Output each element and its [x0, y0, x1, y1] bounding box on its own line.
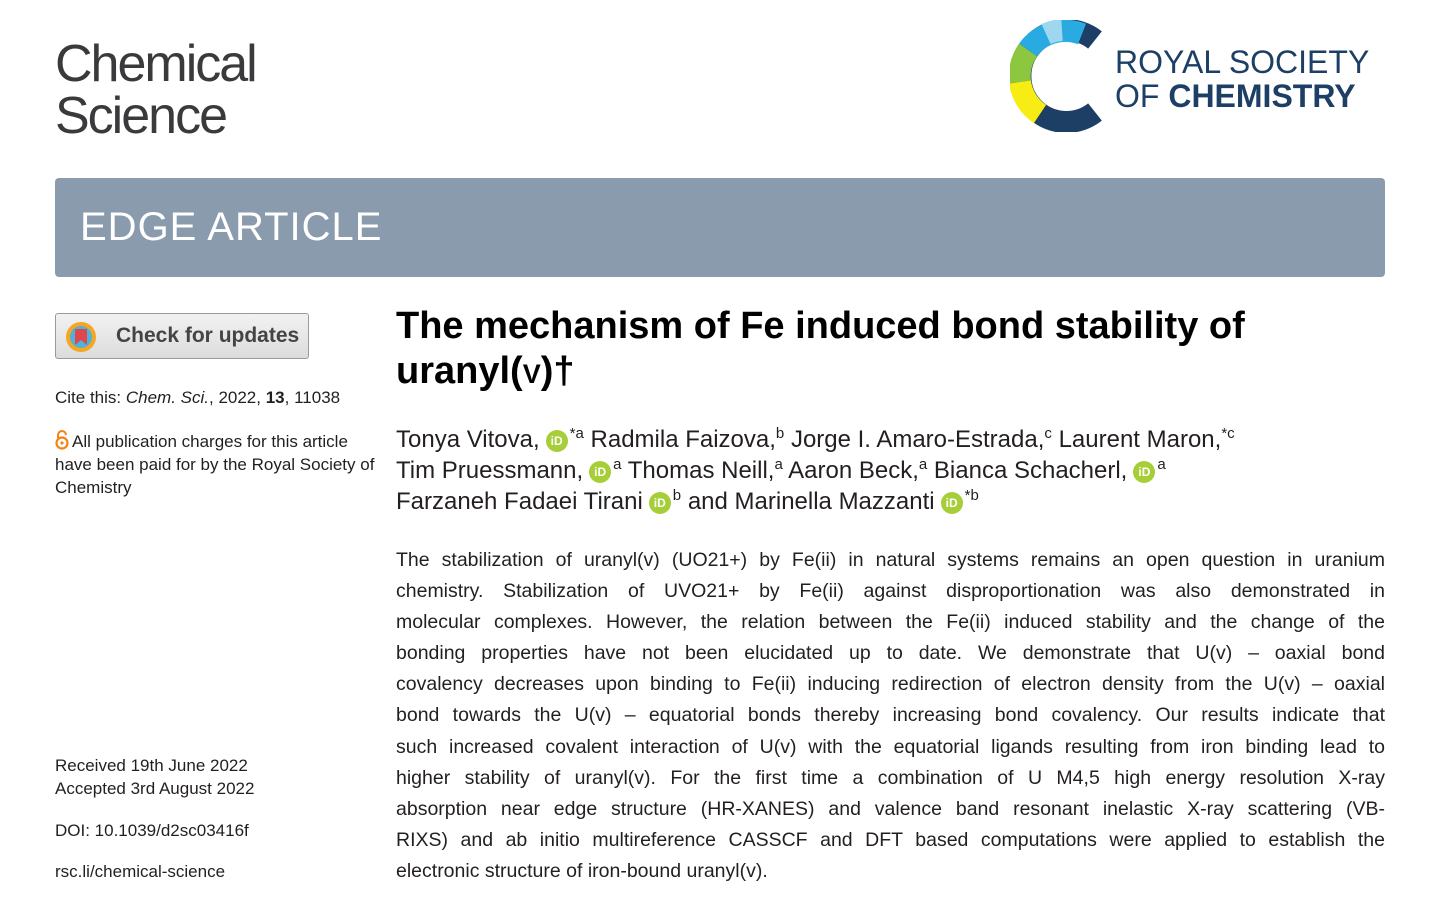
journal-name-line2: Science: [55, 87, 226, 145]
crossmark-icon: [64, 320, 98, 354]
abstract-line: bonding properties have not been elucidated up to date. We demonstrate that U(v) – oaxial bond: [396, 642, 1385, 665]
article-dates: [55, 754, 254, 800]
affiliation-sup: a: [918, 456, 928, 473]
abstract-line: such increased covalent interaction of U(v) with the equatorial ligands resulting from iron binding lead to: [396, 735, 1385, 758]
title-line1: The mechanism of Fe induced bond stability of: [396, 305, 1245, 347]
abstract-line: electronic structure of iron-bound uranyl(v).: [396, 859, 768, 882]
open-access-text: All publication charges for this article have been paid for by the Royal Society of Chemistry: [55, 432, 375, 497]
rsc-ring-icon: [1010, 20, 1110, 132]
publisher-name-bold: CHEMISTRY: [1168, 78, 1356, 114]
abstract-line: covalency decreases upon binding to Fe(ii) inducing redirection of electron density from the U(v) – oaxial: [396, 673, 1385, 696]
author[interactable]: and Marinella Mazzanti: [687, 488, 935, 515]
received-date: Received 19th June 2022: [55, 756, 248, 775]
author-line-3: [396, 486, 1386, 517]
author-line-2: [396, 455, 1386, 486]
affiliation-sup: b: [672, 487, 682, 504]
publisher-name-line1: ROYAL SOCIETY: [1115, 44, 1370, 80]
author[interactable]: Jorge I. Amaro-Estrada,: [790, 426, 1045, 453]
author[interactable]: Thomas Neill,: [627, 457, 775, 484]
abstract-line: bond towards the U(v) – equatorial bonds thereby increasing bond covalency. Our results indicate that: [396, 704, 1385, 727]
orcid-icon[interactable]: iD: [649, 492, 671, 514]
author[interactable]: Tonya Vitova,: [396, 426, 540, 453]
author-line-1: [396, 424, 1386, 455]
author[interactable]: Aaron Beck,: [788, 457, 919, 484]
check-for-updates-label: Check for updates: [116, 324, 300, 347]
citation-prefix: Cite this:: [55, 388, 126, 407]
abstract-line: molecular complexes. However, the relation between the Fe(ii) induced stability and the change of the: [396, 611, 1385, 634]
orcid-icon[interactable]: iD: [546, 430, 568, 452]
open-access-icon: [55, 430, 69, 450]
affiliation-sup: c: [1044, 425, 1052, 442]
citation-page: , 11038: [284, 388, 341, 407]
publisher-name-prefix: OF: [1115, 78, 1169, 114]
abstract: [396, 545, 1385, 887]
publisher-name-line2: [1115, 79, 1369, 113]
publisher-name: [1115, 45, 1369, 113]
citation: [55, 386, 340, 409]
affiliation-sup: *b: [964, 487, 979, 504]
abstract-line: The stabilization of uranyl(v) (UO21+) by Fe(ii) in natural systems remains an open question in uranium: [396, 549, 1385, 571]
title-part2: uranyl(: [396, 350, 523, 392]
journal-name-line1: Chemical: [55, 35, 256, 93]
author-list: [396, 424, 1386, 517]
affiliation-sup: b: [775, 425, 785, 442]
journal-name: [55, 35, 256, 145]
article-type-label: EDGE ARTICLE: [80, 205, 383, 249]
orcid-icon[interactable]: iD: [1133, 461, 1155, 483]
article-type-banner: [55, 178, 1385, 277]
citation-year: , 2022,: [209, 388, 266, 407]
article-title: [396, 304, 1386, 394]
affiliation-sup: *c: [1221, 425, 1235, 442]
title-smallcaps: v: [522, 350, 541, 392]
author[interactable]: Farzaneh Fadaei Tirani: [396, 488, 643, 515]
orcid-icon[interactable]: iD: [941, 492, 963, 514]
doi[interactable]: DOI: 10.1039/d2sc03416f: [55, 821, 249, 840]
author[interactable]: Radmila Faizova,: [590, 426, 776, 453]
affiliation-sup: a: [774, 456, 783, 473]
abstract-line: chemistry. Stabilization of UVO21+ by Fe(ii) against disproportionation was also demonstrated in: [396, 580, 1385, 603]
affiliation-sup: *a: [569, 425, 584, 442]
abstract-line: RIXS) and ab initio multireference CASSCF and DFT based computations were applied to establish the: [396, 828, 1385, 851]
author[interactable]: Laurent Maron,: [1058, 426, 1222, 453]
accepted-date: Accepted 3rd August 2022: [55, 779, 255, 798]
affiliation-sup: a: [613, 456, 622, 473]
citation-volume: 13: [265, 388, 285, 407]
title-part3: )†: [540, 350, 575, 392]
publisher-logo[interactable]: [1010, 20, 1390, 132]
author[interactable]: Tim Pruessmann,: [396, 457, 584, 484]
abstract-line: absorption near edge structure (HR-XANES) and valence band resonant inelastic X-ray scattering (VB-: [396, 797, 1385, 820]
abstract-line: higher stability of uranyl(v). For the first time a combination of U M4,5 high energy resolution X-ray: [396, 766, 1385, 789]
check-for-updates-button[interactable]: [55, 313, 309, 359]
open-access-note: [55, 430, 375, 499]
journal-link[interactable]: rsc.li/chemical-science: [55, 862, 226, 881]
orcid-icon[interactable]: iD: [589, 461, 611, 483]
author[interactable]: Bianca Schacherl,: [933, 457, 1128, 484]
affiliation-sup: a: [1157, 456, 1166, 473]
citation-journal: Chem. Sci.: [125, 388, 209, 407]
